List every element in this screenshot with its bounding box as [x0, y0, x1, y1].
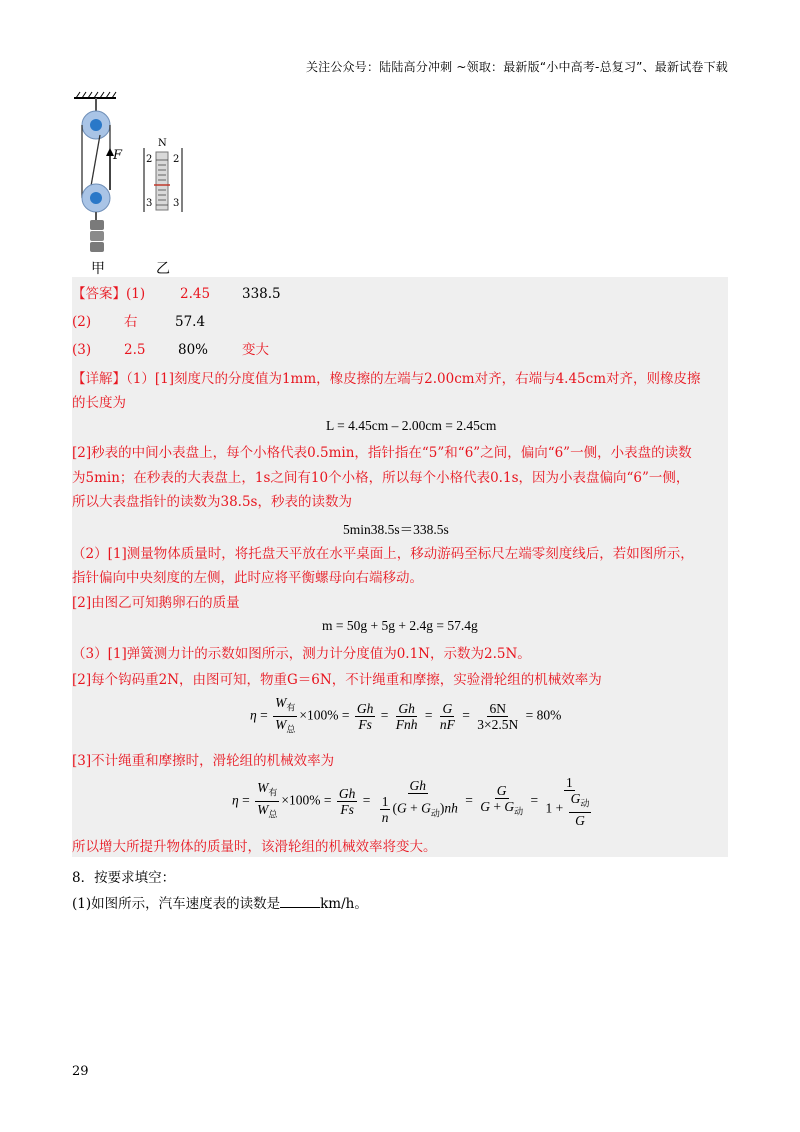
detail-p3a: （2）[1]测量物体质量时，将托盘天平放在水平桌面上，移动游码至标尺左端零刻度线后，若如图所示， — [72, 546, 694, 562]
answer-2a: 右 — [124, 314, 138, 330]
figure-apparatus — [60, 90, 240, 275]
question-8-line-1 — [72, 892, 368, 912]
answer-2-num: (2) — [72, 314, 92, 330]
answer-tag: 【答案】 — [72, 286, 126, 302]
answer-3a: 2.5 — [124, 342, 146, 358]
detail-p7: [3]不计绳重和摩擦时，滑轮组的机械效率为 — [72, 753, 335, 769]
scale-tick-2-left: 2 — [146, 154, 153, 165]
figure-label-yi: 乙 — [156, 261, 170, 277]
scale-tick-3-right: 3 — [173, 198, 180, 209]
figure-label-jia: 甲 — [91, 261, 105, 277]
answer-3c: 变大 — [242, 342, 269, 358]
detail-p8: 所以增大所提升物体的质量时，该滑轮组的机械效率将变大。 — [72, 839, 437, 855]
answer-row-2 — [72, 312, 206, 332]
answer-row-1 — [72, 284, 281, 304]
scale-tick-3-left: 3 — [146, 198, 153, 209]
formula-length: L = 4.45cm – 2.00cm = 2.45cm — [326, 418, 497, 433]
formula-efficiency-1: η = $\frac{W_有}{W_总}$ ×100% = $\frac{Gh}{Fs}$ = $\frac{Gh}{\text{Fnh}}$ = $\frac{G}{nF}$ = $\frac{6N}{3\times 2.5N}$ = 80% — [250, 695, 562, 735]
answer-row-3 — [72, 340, 269, 360]
question-8-text: (1)如图所示，汽车速度表的读数是 — [72, 896, 281, 912]
page-number: 29 — [72, 1064, 89, 1079]
detail-p2c: 所以大表盘指针的读数为38.5s，秒表的读数为 — [72, 494, 352, 510]
detail-p4: [2]由图乙可知鹅卵石的质量 — [72, 595, 240, 611]
page-header: 关注公众号：陆陆高分冲刺 ~领取：最新版“小中高考-总复习”、最新试卷下载 — [305, 60, 728, 74]
question-8-unit: km/h。 — [320, 896, 368, 912]
detail-p1a: 【详解】（1）[1]刻度尺的分度值为1mm，橡皮擦的左端与2.00cm对齐，右端与4.45cm对齐，则橡皮擦 — [72, 371, 701, 387]
scale-unit-label: N — [158, 138, 167, 149]
answer-1b: 338.5 — [242, 286, 281, 302]
question-8-title: 8．按要求填空： — [72, 870, 176, 886]
detail-p2a: [2]秒表的中间小表盘上，每个小格代表0.5min，指针指在“5”和“6”之间，偏向“6”一侧，小表盘的读数 — [72, 445, 692, 461]
answer-blank[interactable] — [280, 895, 320, 908]
answer-1-num: (1) — [126, 286, 146, 302]
detail-p3b: 指针偏向中央刻度的左侧，此时应将平衡螺母向右端移动。 — [72, 570, 423, 586]
detail-p2b: 为5min；在秒表的大表盘上，1s之间有10个小格，所以每个小格代表0.1s，因为小表盘偏向“6”一侧， — [72, 470, 690, 486]
formula-mass: m = 50g + 5g + 2.4g = 57.4g — [322, 618, 478, 633]
answer-section — [72, 277, 728, 857]
scale-tick-2-right: 2 — [173, 154, 180, 165]
formula-stopwatch: 5min38.5s＝338.5s — [343, 522, 449, 537]
pulley-diagram — [60, 90, 240, 275]
answer-3b: 80% — [178, 342, 209, 358]
detail-p1b: 的长度为 — [72, 395, 126, 411]
force-label: F — [113, 148, 123, 163]
detail-p5: （3）[1]弹簧测力计的示数如图所示，测力计分度值为0.1N，示数为2.5N。 — [72, 646, 531, 662]
detail-p6: [2]每个钩码重2N，由图可知，物重G＝6N，不计绳重和摩擦，实验滑轮组的机械效率为 — [72, 672, 602, 688]
answer-1a: 2.45 — [180, 286, 211, 302]
answer-3-num: (3) — [72, 342, 92, 358]
answer-2b: 57.4 — [175, 314, 206, 330]
formula-efficiency-2: η = $\frac{W_有}{W_总}$ ×100% = $\frac{Gh}{Fs}$ = Gh $\frac{1}{n}$ $(G + G_动)nh$ = $\frac{G}{G + G_动}$ = 1 1 + $\frac{G_动}{G}$ — [232, 775, 590, 828]
